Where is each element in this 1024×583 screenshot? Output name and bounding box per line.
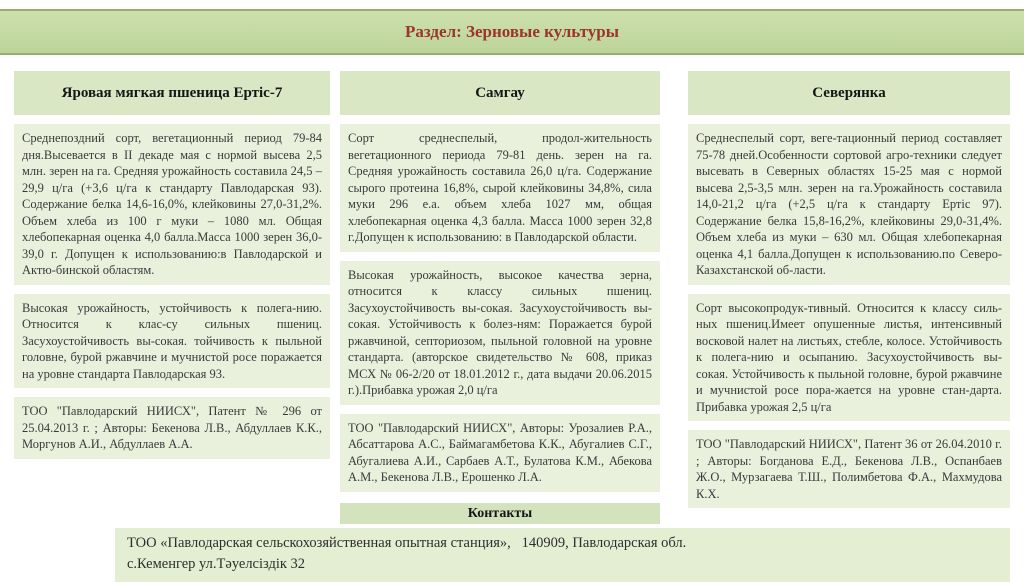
contacts-address-line2: с.Кеменгер ул.Тәуелсіздік 32 xyxy=(127,556,306,573)
variety-title-severyanka: Северянка xyxy=(688,71,1010,115)
section-header xyxy=(0,9,1024,55)
contacts-title: Контакты xyxy=(340,503,660,524)
variety-traits-block: Высокая урожайность, высокое качества зерна, относится к классу сильных пшениц. Засухоустойчивость вы-сокая. Засухоустойчивость вы-сокая. Устойчивость к болез-ням: Поражается бурой ржавчиной, септориозом, пыльной головной на уровне стандарта. (авторское свидетельство № 608, приказ МСХ № 06-2/20 от 18.01.2012 г., дата выдачи 20.06.2015 г.).Прибавка урожая 2,0 ц/га xyxy=(340,261,660,405)
variety-column-samgau xyxy=(340,71,660,508)
varieties-grid xyxy=(0,55,1024,508)
variety-patent-block: ТОО "Павлодарский НИИСХ", Патент 36 от 26.04.2010 г. ; Авторы: Богданова Е.Д., Бекенова Л.В., Оспанбаев Ж.О., Мурзагаева Т.Ш., Полимбетова Ф.А., Махмудова К.Х. xyxy=(688,430,1010,508)
variety-description-block: Сорт среднеспелый, продол-жительность вегетационного периода 79-81 день. зерен на га. Средняя урожайность составила 26,0 ц/га. Содержание сырого протеина 16,8%, сырой клейковины 34,8%, сила муки 296 е.а. объем хлеба 1027 мм, общая хлебопекарная оценка 4,3 балла. Масса 1000 зерен 32,8 г.Допущен к использованию: в Павлодарской области. xyxy=(340,124,660,252)
variety-traits-block: Сорт высокопродук-тивный. Относится к классу силь-ных пшениц.Имеет опушенные листья, интенсивный восковой налет на листьях, стебле, колосе. Устойчивость к полега-нию и осыпанию. Засухоустойчивость вы-сокая. Устойчивость к пыльной головне, бурой ржавчине и мучнистой росе пора-жается на уровне стан-дарта. Прибавка урожая 2,5 ц/га xyxy=(688,294,1010,422)
variety-patent-block: ТОО "Павлодарский НИИСХ", Патент № 296 от 25.04.2013 г. ; Авторы: Бекенова Л.В., Абдуллаев К.К., Моргунов А.И., Абдуллаев А.А. xyxy=(14,397,330,459)
variety-description-block: Среднепоздний сорт, вегетационный период 79-84 дня.Высевается в II декаде мая с нормой высева 2,5 млн. зерен на га. Средняя урожайность составила 24,5 – 29,9 ц/га (+3,6 ц/га к стандарту Павлодарская 93). Содержание белка 14,6-16,0%, клейковины 27,0-31,2%. Объем хлеба из 100 г муки – 1080 мл. Общая хлебопекарная оценка 4,0 балла.Масса 1000 зерен 36,0-39,0 г. Допущен к использованию:в Павлодарской и Актю-бинской областям. xyxy=(14,124,330,285)
variety-title-ertis7: Яровая мягкая пшеница Ертіс-7 xyxy=(14,71,330,115)
section-title: Раздел: Зерновые культуры xyxy=(405,22,619,41)
variety-description-block: Среднеспелый сорт, веге-тационный период составляет 75-78 дней.Особенности сортовой агро-техники следует высевать в Северных областях 15-25 мая с нормой высева 2,5-3,5 млн. зерен на га.Урожайность составила 14,0-21,2 ц/га (+2,5 ц/га к стандарту Ертіс 97). Содержание белка 15,8-16,2%, клейковины 29,0-31,4%. Объем хлеба из муки – 630 мл. Общая хлебопекарная оценка 4,1 балла.Допущен к использованию.по Северо-Казахстанской об-ласти. xyxy=(688,124,1010,285)
contacts-address-line1: ТОО «Павлодарская сельскохозяйственная опытная станция», 140909, Павлодарская обл. xyxy=(127,535,687,551)
variety-title-samgau: Самгау xyxy=(340,71,660,115)
variety-column-severyanka xyxy=(688,71,1010,508)
variety-patent-block: ТОО "Павлодарский НИИСХ", Авторы: Урозалиев Р.А., Абсаттарова А.С., Баймагамбетова К.К., Абугалиев С.Г., Абугалиева А.И., Сарбаев А.Т., Булатова К.М., Абекова А.М., Бекенова Л.В., Ерошенко Л.А. xyxy=(340,414,660,492)
variety-traits-block: Высокая урожайность, устойчивость к полега-нию. Относится к клас-су сильных пшениц. Засухоустойчивость вы-сокая. тойчивость к пыльной головне, бурой ржавчине и мучнистой росе поражается на уровне стандарта Павлодарская 93. xyxy=(14,294,330,389)
variety-column-ertis7 xyxy=(14,71,330,508)
page xyxy=(0,9,1024,573)
